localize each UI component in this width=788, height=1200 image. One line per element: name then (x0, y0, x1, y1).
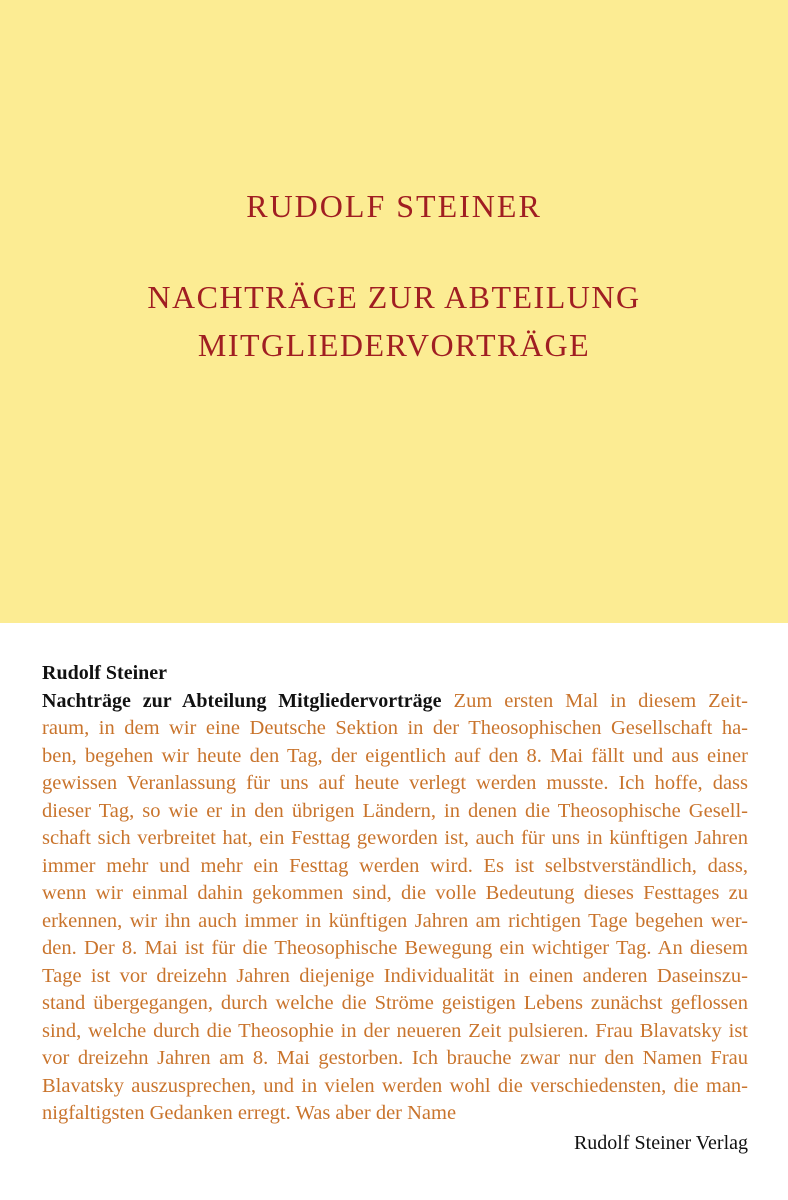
blurb (42, 660, 748, 1128)
cover-title-line-2: MITGLIEDERVORTRÄGE (197, 327, 591, 363)
cover-title-line-1: NACHTRÄGE ZUR ABTEILUNG (147, 279, 641, 315)
blurb-text: immer mehr und mehr ein Festtag werden wird. Es ist selbstverständlich, dass, (42, 854, 748, 877)
blurb-text: ben, begehen wir heute den Tag, der eigentlich auf den 8. Mai fällt und aus einer (42, 744, 748, 767)
blurb-text: raum, in dem wir eine Deutsche Sektion in der Theosophischen Gesellschaft ha- (42, 717, 748, 739)
blurb-text: schaft sich verbreitet hat, ein Festtag geworden ist, auch für uns in künftigen Jahren (42, 827, 748, 849)
blurb-line-first (42, 688, 748, 716)
blurb-text: den. Der 8. Mai ist für die Theosophische Bewegung ein wichtiger Tag. An diesem (42, 937, 748, 959)
cover-title (0, 273, 788, 369)
blurb-text: gewissen Veranlassung für uns auf heute verlegt werden musste. Ich hoffe, dass (42, 772, 748, 794)
cover-author: RUDOLF STEINER (246, 188, 542, 224)
blurb-text: wenn wir einmal dahin gekommen sind, die volle Bedeutung dieses Festtages zu (42, 882, 748, 904)
blurb-text: erkennen, wir ihn auch immer in künftigen Jahren am richtigen Tage begehen wer- (42, 909, 748, 932)
blurb-text: Blavatsky auszusprechen, und in vielen werden wohl die verschiedensten, die man- (42, 1074, 748, 1097)
blurb-text: Tage ist vor dreizehn Jahren diejenige Individualität in einen anderen Daseinszu- (42, 964, 748, 987)
blurb-text: sind, welche durch die Theosophie in der neueren Zeit pulsieren. Frau Blavatsky ist (42, 1019, 748, 1042)
blurb-text: Zum ersten Mal in diesem Zeit- (453, 689, 748, 712)
blurb-text: nigfaltigsten Gedanken erregt. Was aber der Name (42, 1102, 457, 1124)
blurb-text: vor dreizehn Jahren am 8. Mai gestorben. Ich brauche zwar nur den Namen Frau (42, 1047, 748, 1069)
blurb-text: stand übergegangen, durch welche die Ströme geistigen Lebens zunächst geflossen (42, 992, 748, 1014)
blurb-author: Rudolf Steiner (42, 662, 167, 684)
blurb-text: dieser Tag, so wie er in den übrigen Ländern, in denen die Theosophische Gesell- (42, 799, 748, 822)
publisher: Rudolf Steiner Verlag (573, 1132, 748, 1154)
blurb-title: Nachträge zur Abteilung Mitgliedervorträge (42, 689, 442, 712)
